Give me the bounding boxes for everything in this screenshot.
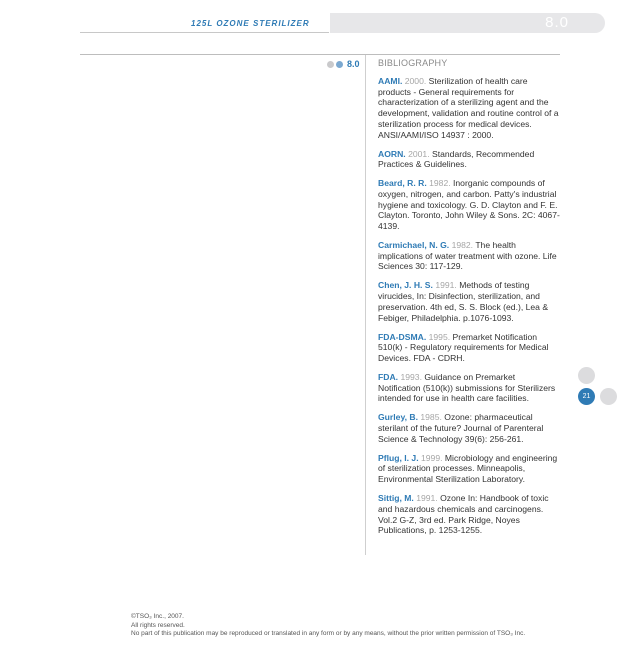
footer <box>131 613 525 639</box>
top-rule <box>80 54 560 55</box>
reference-author: Chen, J. H. S. <box>378 280 433 291</box>
reference-text: Guidance on Premarket Notification (510(k)) submissions for Sterilizers intended for use in health care facilities. <box>378 371 556 404</box>
reference-text: Microbiology and engineering of sterilization processes. Minneapolis, Environmental Sterilization Laboratory. <box>378 452 558 485</box>
reference-text: Inorganic compounds of oxygen, nitrogen, and carbon. Patty's industrial hygiene and toxicology. G. D. Clayton and F. E. Clayton. Toronto, John Wiley & Sons. 2C: 4067-4139. <box>378 178 560 232</box>
dot-blue-icon <box>336 61 343 68</box>
reference-text: Premarket Notification 510(k) - Regulatory requirements for Medical Devices. FDA - CDRH. <box>378 331 549 363</box>
reference-item <box>378 332 560 364</box>
header-line-left <box>80 32 329 33</box>
chapter-number: 8.0 <box>545 14 569 31</box>
reference-year: 2000. <box>404 76 427 86</box>
section-number: 8.0 <box>347 59 360 69</box>
reference-item <box>378 149 560 170</box>
reference-year: 1991. <box>416 493 438 504</box>
reference-year: 2001. <box>408 148 430 159</box>
footer-notice: No part of this publication may be reproduced or translated in any form or by any means, without the prior written permission of TSO₃ Inc. <box>131 630 526 638</box>
reference-author: AORN. <box>378 148 406 159</box>
reference-year: 1985. <box>420 412 442 423</box>
reference-item <box>378 412 560 444</box>
reference-item <box>378 493 560 536</box>
reference-text: Ozone In: Handbook of toxic and hazardous chemicals and carcinogens. Vol.2 G-Z, 3rd ed. Park Ridge, Noyes Publications, p. 1253-1255. <box>378 493 549 536</box>
reference-year: 1995. <box>428 331 451 342</box>
nav-circle-right-icon <box>600 388 617 405</box>
reference-author: Gurley, B. <box>378 412 418 423</box>
reference-year: 1993. <box>400 371 422 382</box>
reference-author: FDA-DSMA. <box>378 331 427 342</box>
reference-item <box>378 372 560 404</box>
reference-text: Methods of testing virucides, In: Disinfection, sterilization, and preservation. 4th ed, S. S. Block (ed.), Lea & Febiger, Philadelphia. p.1076-1093. <box>378 280 549 323</box>
reference-item <box>378 453 560 485</box>
reference-list <box>378 76 560 544</box>
page-number: 21 <box>582 393 591 400</box>
reference-author: Sittig, M. <box>378 493 414 504</box>
reference-item <box>378 76 560 140</box>
reference-text: Standards, Recommended Practices & Guidelines. <box>378 148 535 170</box>
header-title: 125L OZONE STERILIZER <box>191 19 310 28</box>
reference-year: 1991. <box>435 280 457 291</box>
reference-year: 1999. <box>420 452 443 463</box>
dot-grey-icon <box>327 61 334 68</box>
reference-item <box>378 280 560 323</box>
reference-author: Pflug, I. J. <box>378 452 419 463</box>
reference-author: Carmichael, N. G. <box>378 240 450 251</box>
reference-year: 1982. <box>429 178 451 189</box>
reference-text: Sterilization of health care products - General requirements for characterization of a sterilizing agent and the development, validation and routine control of a sterilization process for medical devices. ANSI/AAMI/ISO 14937 : 2000. <box>378 76 559 140</box>
column-divider <box>365 55 366 555</box>
reference-author: FDA. <box>378 371 399 382</box>
reference-text: Ozone: pharmaceutical sterilant of the future? Journal of Parenteral Science & Technology 39(6): 256-261. <box>378 412 544 444</box>
page-number-badge <box>578 388 595 405</box>
reference-year: 1982. <box>451 240 474 251</box>
reference-text: The health implications of water treatment with ozone. Life Sciences 30: 117-129. <box>378 240 557 272</box>
nav-circle-top-icon <box>578 367 595 384</box>
reference-author: Beard, R. R. <box>378 178 427 189</box>
chapter-tab <box>330 13 605 33</box>
footer-copyright: ©TSO₃ Inc., 2007. <box>131 613 184 620</box>
reference-item <box>378 178 560 232</box>
reference-author: AAMI. <box>378 76 403 86</box>
footer-rights: All rights reserved. <box>131 621 185 629</box>
section-title: BIBLIOGRAPHY <box>378 58 448 68</box>
reference-item <box>378 240 560 272</box>
